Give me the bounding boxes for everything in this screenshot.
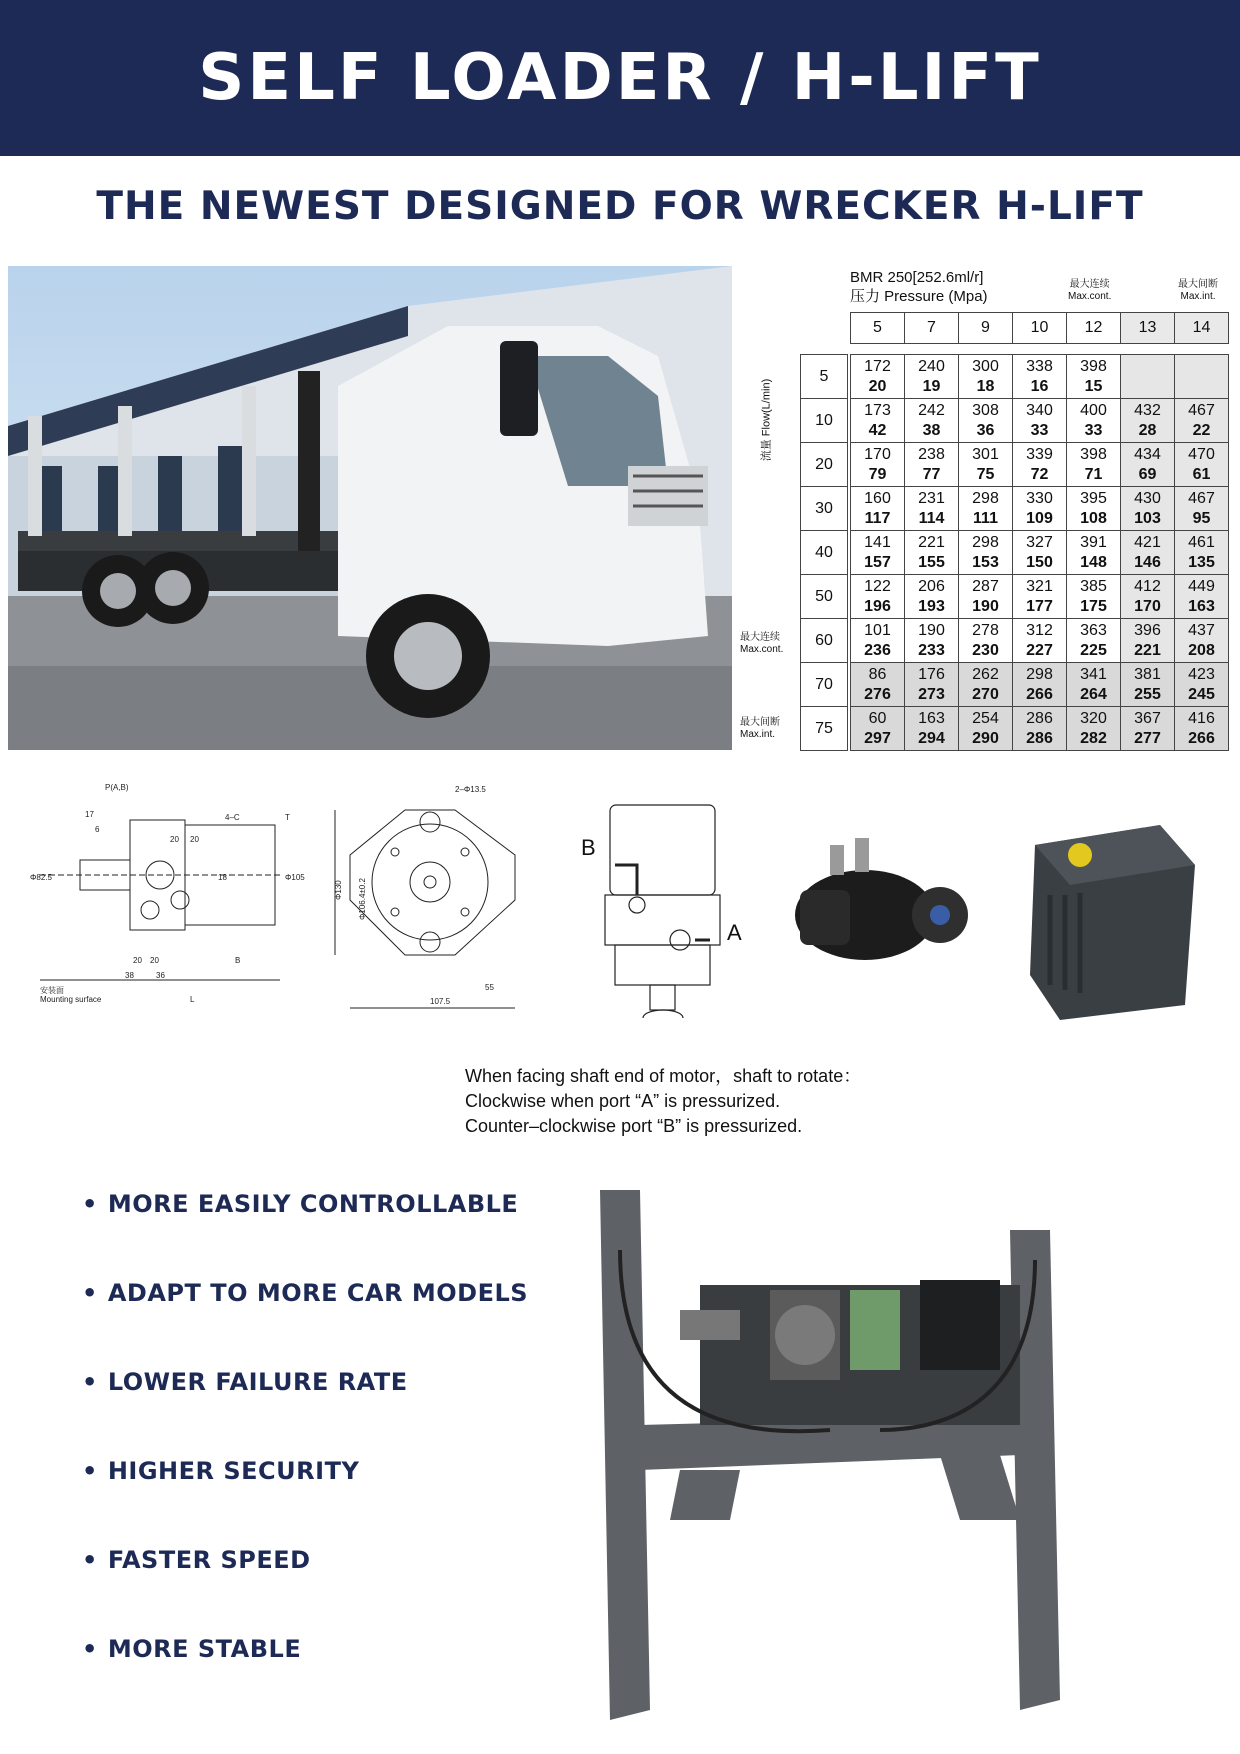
label-20b: 20 xyxy=(190,835,199,844)
speed-value: 111 xyxy=(973,509,998,527)
flow-cell: 10 xyxy=(801,399,848,443)
table-cell xyxy=(959,443,1013,487)
speed-value: 290 xyxy=(972,729,999,747)
port-rotation-diagram xyxy=(575,790,750,1030)
speed-value: 135 xyxy=(1188,553,1215,571)
side-max-cont xyxy=(740,632,783,656)
speed-value: 230 xyxy=(972,641,999,659)
pressure-drop-value: 298 xyxy=(1026,665,1053,683)
speed-value: 225 xyxy=(1080,641,1107,659)
pressure-drop-value: 423 xyxy=(1188,665,1215,683)
speed-value: 177 xyxy=(1026,597,1053,615)
side-max-int xyxy=(740,717,780,741)
rotation-caption xyxy=(465,1064,861,1139)
pressure-drop-value: 176 xyxy=(918,665,945,683)
table-cell xyxy=(1067,399,1121,443)
table-cell xyxy=(959,399,1013,443)
flow-cell: 50 xyxy=(801,575,848,619)
table-cell xyxy=(1013,531,1067,575)
table-cell xyxy=(905,531,959,575)
pressure-drop-value: 432 xyxy=(1134,401,1161,419)
label-t: T xyxy=(285,813,290,822)
table-cell xyxy=(1067,575,1121,619)
caption-line2: Clockwise when port “A” is pressurized. xyxy=(465,1091,781,1111)
pressure-drop-value: 173 xyxy=(864,401,891,419)
side-max-int-en: Max.int. xyxy=(740,729,776,740)
speed-value: 266 xyxy=(1026,685,1053,703)
table-cell xyxy=(1121,619,1175,663)
label-d106: Φ106.4±0.2 xyxy=(358,878,367,920)
label-4c: 4–C xyxy=(225,813,240,822)
speed-value: 77 xyxy=(922,465,941,483)
feature-item: • MORE EASILY CONTROLLABLE xyxy=(82,1190,519,1218)
table-cell xyxy=(1121,443,1175,487)
flow-column xyxy=(800,354,848,751)
table-cell xyxy=(1175,531,1229,575)
motor-front-drawing xyxy=(335,780,545,1020)
feature-item: • FASTER SPEED xyxy=(82,1546,311,1574)
table-cell xyxy=(1067,355,1121,399)
pressure-drop-value: 122 xyxy=(864,577,891,595)
pressure-drop-value: 363 xyxy=(1080,621,1107,639)
pressure-drop-value: 470 xyxy=(1188,445,1215,463)
label-holes: 2–Φ13.5 xyxy=(455,785,486,794)
pressure-drop-value: 160 xyxy=(864,489,891,507)
speed-value: 286 xyxy=(1026,729,1053,747)
label-18: 18 xyxy=(218,873,227,882)
speed-value: 190 xyxy=(972,597,999,615)
speed-value: 266 xyxy=(1188,729,1215,747)
speed-value: 294 xyxy=(918,729,945,747)
pressure-drop-value: 340 xyxy=(1026,401,1053,419)
pressure-drop-value: 367 xyxy=(1134,709,1161,727)
speed-value: 108 xyxy=(1080,509,1107,527)
table-cell xyxy=(959,355,1013,399)
pressure-drop-value: 163 xyxy=(918,709,945,727)
pressure-header-cell: 12 xyxy=(1067,313,1121,344)
pressure-header-cell: 13 xyxy=(1121,313,1175,344)
table-cell xyxy=(959,575,1013,619)
pressure-drop-value: 298 xyxy=(972,489,999,507)
speed-value: 15 xyxy=(1084,377,1103,395)
speed-value: 33 xyxy=(1030,421,1049,439)
side-max-cont-en: Max.cont. xyxy=(740,644,784,655)
pressure-drop-value: 449 xyxy=(1188,577,1215,595)
flow-cell: 30 xyxy=(801,487,848,531)
speed-value: 155 xyxy=(918,553,945,571)
label-17: 17 xyxy=(85,810,94,819)
flow-cell: 60 xyxy=(801,619,848,663)
speed-value: 75 xyxy=(976,465,995,483)
speed-value: 157 xyxy=(864,553,891,571)
speed-value: 16 xyxy=(1030,377,1049,395)
speed-value: 117 xyxy=(864,509,891,527)
table-cell xyxy=(1175,663,1229,707)
pressure-drop-value: 308 xyxy=(972,401,999,419)
speed-value: 72 xyxy=(1030,465,1049,483)
speed-value: 277 xyxy=(1134,729,1161,747)
pressure-drop-value: 400 xyxy=(1080,401,1107,419)
speed-value: 36 xyxy=(976,421,995,439)
feature-text: LOWER FAILURE RATE xyxy=(107,1368,408,1396)
label-1075: 107.5 xyxy=(430,997,451,1006)
pressure-drop-value: 101 xyxy=(864,621,891,639)
table-cell xyxy=(905,707,959,751)
table-row xyxy=(851,663,1229,707)
pressure-header-cell: 5 xyxy=(851,313,905,344)
model-line1: BMR 250[252.6ml/r] xyxy=(850,269,984,286)
table-cell xyxy=(1121,707,1175,751)
table-cell xyxy=(1067,443,1121,487)
table-cell xyxy=(851,355,905,399)
table-cell xyxy=(851,619,905,663)
speed-value: 79 xyxy=(868,465,887,483)
pressure-drop-value: 391 xyxy=(1080,533,1107,551)
pressure-drop-value: 312 xyxy=(1026,621,1053,639)
table-cell xyxy=(1121,531,1175,575)
pressure-drop-value: 254 xyxy=(972,709,999,727)
feature-item: • HIGHER SECURITY xyxy=(82,1457,360,1485)
caption-line3: Counter–clockwise port “B” is pressurized. xyxy=(465,1116,803,1136)
pressure-drop-value: 238 xyxy=(918,445,945,463)
speed-value: 148 xyxy=(1080,553,1107,571)
motor-spec-table xyxy=(740,262,1236,756)
table-cell xyxy=(1175,707,1229,751)
pressure-drop-value: 170 xyxy=(864,445,891,463)
max-cont-en: Max.cont. xyxy=(1068,291,1112,302)
pressure-drop-value: 231 xyxy=(918,489,945,507)
page-subtitle: THE NEWEST DESIGNED FOR WRECKER H-LIFT xyxy=(96,184,1144,229)
table-cell xyxy=(851,575,905,619)
model-line2: 压力 Pressure (Mpa) xyxy=(850,288,988,305)
table-cell xyxy=(1175,487,1229,531)
pressure-drop-value: 240 xyxy=(918,357,945,375)
pressure-drop-value: 287 xyxy=(972,577,999,595)
speed-value: 163 xyxy=(1188,597,1215,615)
speed-value: 276 xyxy=(864,685,891,703)
label-p-ab: P(A,B) xyxy=(105,783,129,792)
speed-value: 42 xyxy=(868,421,887,439)
table-cell xyxy=(1013,443,1067,487)
table-cell xyxy=(1121,487,1175,531)
speed-value: 114 xyxy=(918,509,945,527)
speed-value: 69 xyxy=(1138,465,1157,483)
feature-item: • LOWER FAILURE RATE xyxy=(82,1368,408,1396)
pressure-drop-value: 206 xyxy=(918,577,945,595)
label-mount-en: Mounting surface xyxy=(40,995,102,1004)
speed-value: 193 xyxy=(918,597,945,615)
pressure-drop-value: 396 xyxy=(1134,621,1161,639)
table-cell xyxy=(959,707,1013,751)
feature-item: • ADAPT TO MORE CAR MODELS xyxy=(82,1279,529,1307)
table-cell xyxy=(1067,663,1121,707)
table-row xyxy=(851,707,1229,751)
speed-value: 71 xyxy=(1084,465,1103,483)
speed-value: 282 xyxy=(1080,729,1107,747)
speed-value: 18 xyxy=(976,377,995,395)
speed-value: 255 xyxy=(1134,685,1161,703)
pressure-drop-value: 421 xyxy=(1134,533,1161,551)
pressure-drop-value: 301 xyxy=(972,445,999,463)
port-b-label: B xyxy=(581,835,596,860)
pressure-drop-value: 434 xyxy=(1134,445,1161,463)
speed-value: 297 xyxy=(864,729,891,747)
pressure-drop-value: 221 xyxy=(918,533,945,551)
table-cell xyxy=(1013,575,1067,619)
table-row xyxy=(851,399,1229,443)
pressure-drop-value: 430 xyxy=(1134,489,1161,507)
table-cell xyxy=(905,399,959,443)
pressure-header-row xyxy=(850,312,1229,344)
table-cell xyxy=(959,619,1013,663)
speed-value: 245 xyxy=(1188,685,1215,703)
feature-text: ADAPT TO MORE CAR MODELS xyxy=(107,1279,529,1307)
label-36: 36 xyxy=(156,971,165,980)
table-row xyxy=(851,531,1229,575)
table-row xyxy=(851,487,1229,531)
pressure-drop-value: 190 xyxy=(918,621,945,639)
max-int-header xyxy=(1178,279,1218,303)
table-cell xyxy=(1013,619,1067,663)
table-cell xyxy=(1067,707,1121,751)
pressure-drop-value: 321 xyxy=(1026,577,1053,595)
table-cell xyxy=(851,531,905,575)
side-max-cont-cn: 最大连续 xyxy=(740,632,780,643)
speed-value: 270 xyxy=(972,685,999,703)
pressure-drop-value: 286 xyxy=(1026,709,1053,727)
table-cell xyxy=(905,619,959,663)
port-a-label: A xyxy=(727,920,742,945)
table-cell xyxy=(959,663,1013,707)
pressure-drop-value: 338 xyxy=(1026,357,1053,375)
pressure-drop-value: 398 xyxy=(1080,445,1107,463)
pressure-drop-value: 141 xyxy=(864,533,891,551)
pressure-drop-value: 242 xyxy=(918,401,945,419)
pressure-drop-value: 385 xyxy=(1080,577,1107,595)
label-l: L xyxy=(190,995,195,1004)
speed-value: 196 xyxy=(864,597,891,615)
table-cell xyxy=(851,707,905,751)
label-20c: 20 xyxy=(133,956,142,965)
table-cell xyxy=(1175,575,1229,619)
table-cell xyxy=(959,531,1013,575)
max-int-cn: 最大间断 xyxy=(1178,279,1218,290)
pressure-drop-value: 262 xyxy=(972,665,999,683)
table-cell xyxy=(1067,487,1121,531)
feature-text: MORE STABLE xyxy=(107,1635,302,1663)
speed-value: 233 xyxy=(918,641,945,659)
truck-photo xyxy=(8,266,732,750)
speed-value: 20 xyxy=(868,377,887,395)
speed-value: 22 xyxy=(1192,421,1211,439)
table-row xyxy=(851,355,1229,399)
speed-value: 109 xyxy=(1026,509,1053,527)
label-6: 6 xyxy=(95,825,100,834)
pressure-drop-value: 278 xyxy=(972,621,999,639)
pressure-drop-value: 339 xyxy=(1026,445,1053,463)
table-cell xyxy=(1067,531,1121,575)
table-cell xyxy=(1013,487,1067,531)
table-row xyxy=(851,575,1229,619)
hydraulic-motor-photo xyxy=(775,820,975,970)
flow-cell: 75 xyxy=(801,707,848,751)
h-lift-frame-photo xyxy=(580,1190,1140,1730)
table-cell xyxy=(1013,707,1067,751)
speed-value: 227 xyxy=(1026,641,1053,659)
table-cell xyxy=(1175,355,1229,399)
table-cell xyxy=(851,443,905,487)
table-cell xyxy=(851,663,905,707)
speed-value: 153 xyxy=(972,553,999,571)
torque-speed-grid xyxy=(850,354,1229,751)
max-cont-header xyxy=(1068,279,1111,303)
caption-line1: When facing shaft end of motor，shaft to rotate： xyxy=(465,1066,862,1086)
flow-cell: 20 xyxy=(801,443,848,487)
label-55: 55 xyxy=(485,983,494,992)
table-cell xyxy=(905,355,959,399)
label-d825: Φ82.5 xyxy=(30,873,52,882)
table-row xyxy=(851,443,1229,487)
speed-value: 221 xyxy=(1134,641,1161,659)
speed-value: 150 xyxy=(1026,553,1053,571)
table-cell xyxy=(1121,355,1175,399)
header-banner xyxy=(0,0,1240,156)
pressure-drop-value: 381 xyxy=(1134,665,1161,683)
table-cell xyxy=(851,399,905,443)
table-cell xyxy=(1121,663,1175,707)
pressure-drop-value: 416 xyxy=(1188,709,1215,727)
table-cell xyxy=(905,575,959,619)
speed-value: 33 xyxy=(1084,421,1103,439)
feature-list xyxy=(82,1190,528,1724)
feature-item: • MORE STABLE xyxy=(82,1635,302,1663)
max-int-en: Max.int. xyxy=(1180,291,1216,302)
pressure-header-cell: 14 xyxy=(1175,313,1229,344)
speed-value: 236 xyxy=(864,641,891,659)
table-cell xyxy=(1013,355,1067,399)
pressure-header-cell: 9 xyxy=(959,313,1013,344)
page-title: SELF LOADER / H-LIFT xyxy=(198,41,1042,115)
pressure-drop-value: 298 xyxy=(972,533,999,551)
pressure-drop-value: 395 xyxy=(1080,489,1107,507)
pressure-drop-value: 86 xyxy=(868,665,887,683)
side-max-int-cn: 最大间断 xyxy=(740,717,780,728)
table-cell xyxy=(1175,443,1229,487)
speed-value: 61 xyxy=(1192,465,1211,483)
speed-value: 208 xyxy=(1188,641,1215,659)
table-cell xyxy=(1013,663,1067,707)
pressure-drop-value: 398 xyxy=(1080,357,1107,375)
table-cell xyxy=(1175,399,1229,443)
table-cell xyxy=(1175,619,1229,663)
table-cell xyxy=(905,487,959,531)
table-cell xyxy=(1067,619,1121,663)
table-cell xyxy=(1121,399,1175,443)
pressure-drop-value: 60 xyxy=(868,709,887,727)
pressure-drop-value: 320 xyxy=(1080,709,1107,727)
pressure-drop-value: 437 xyxy=(1188,621,1215,639)
pressure-drop-value: 327 xyxy=(1026,533,1053,551)
label-d105: Φ105 xyxy=(285,873,305,882)
max-cont-cn: 最大连续 xyxy=(1069,279,1110,290)
table-cell xyxy=(905,663,959,707)
speed-value: 273 xyxy=(918,685,945,703)
table-cell xyxy=(905,443,959,487)
table-cell xyxy=(1013,399,1067,443)
label-20a: 20 xyxy=(170,835,179,844)
feature-text: MORE EASILY CONTROLLABLE xyxy=(107,1190,519,1218)
speed-value: 146 xyxy=(1134,553,1161,571)
speed-value: 175 xyxy=(1080,597,1107,615)
pressure-drop-value: 467 xyxy=(1188,401,1215,419)
pressure-header-cell: 7 xyxy=(905,313,959,344)
feature-text: HIGHER SECURITY xyxy=(107,1457,360,1485)
speed-value: 38 xyxy=(922,421,941,439)
speed-value: 264 xyxy=(1080,685,1107,703)
pressure-drop-value: 330 xyxy=(1026,489,1053,507)
speed-value: 28 xyxy=(1138,421,1157,439)
speed-value: 19 xyxy=(922,377,941,395)
label-b: B xyxy=(235,956,241,965)
pressure-drop-value: 412 xyxy=(1134,577,1161,595)
table-row xyxy=(851,619,1229,663)
speed-value: 95 xyxy=(1192,509,1211,527)
pressure-drop-value: 172 xyxy=(864,357,891,375)
pressure-header-cell: 10 xyxy=(1013,313,1067,344)
feature-text: FASTER SPEED xyxy=(107,1546,311,1574)
pressure-drop-value: 341 xyxy=(1080,665,1107,683)
motor-side-drawing xyxy=(30,780,320,1010)
label-d130: Φ130 xyxy=(334,880,343,900)
table-cell xyxy=(959,487,1013,531)
flow-cell: 40 xyxy=(801,531,848,575)
model-label xyxy=(850,268,988,306)
table-cell xyxy=(851,487,905,531)
pressure-drop-value: 467 xyxy=(1188,489,1215,507)
gearbox-photo xyxy=(1020,805,1210,1030)
speed-value: 170 xyxy=(1134,597,1161,615)
table-cell xyxy=(1121,575,1175,619)
label-20d: 20 xyxy=(150,956,159,965)
label-mount-cn: 安装面 xyxy=(40,986,64,995)
flow-cell: 70 xyxy=(801,663,848,707)
flow-cell: 5 xyxy=(801,355,848,399)
label-38: 38 xyxy=(125,971,134,980)
pressure-drop-value: 300 xyxy=(972,357,999,375)
flow-axis-label: 流量 Flow(L/min) xyxy=(760,378,773,462)
pressure-drop-value: 461 xyxy=(1188,533,1215,551)
speed-value: 103 xyxy=(1134,509,1161,527)
